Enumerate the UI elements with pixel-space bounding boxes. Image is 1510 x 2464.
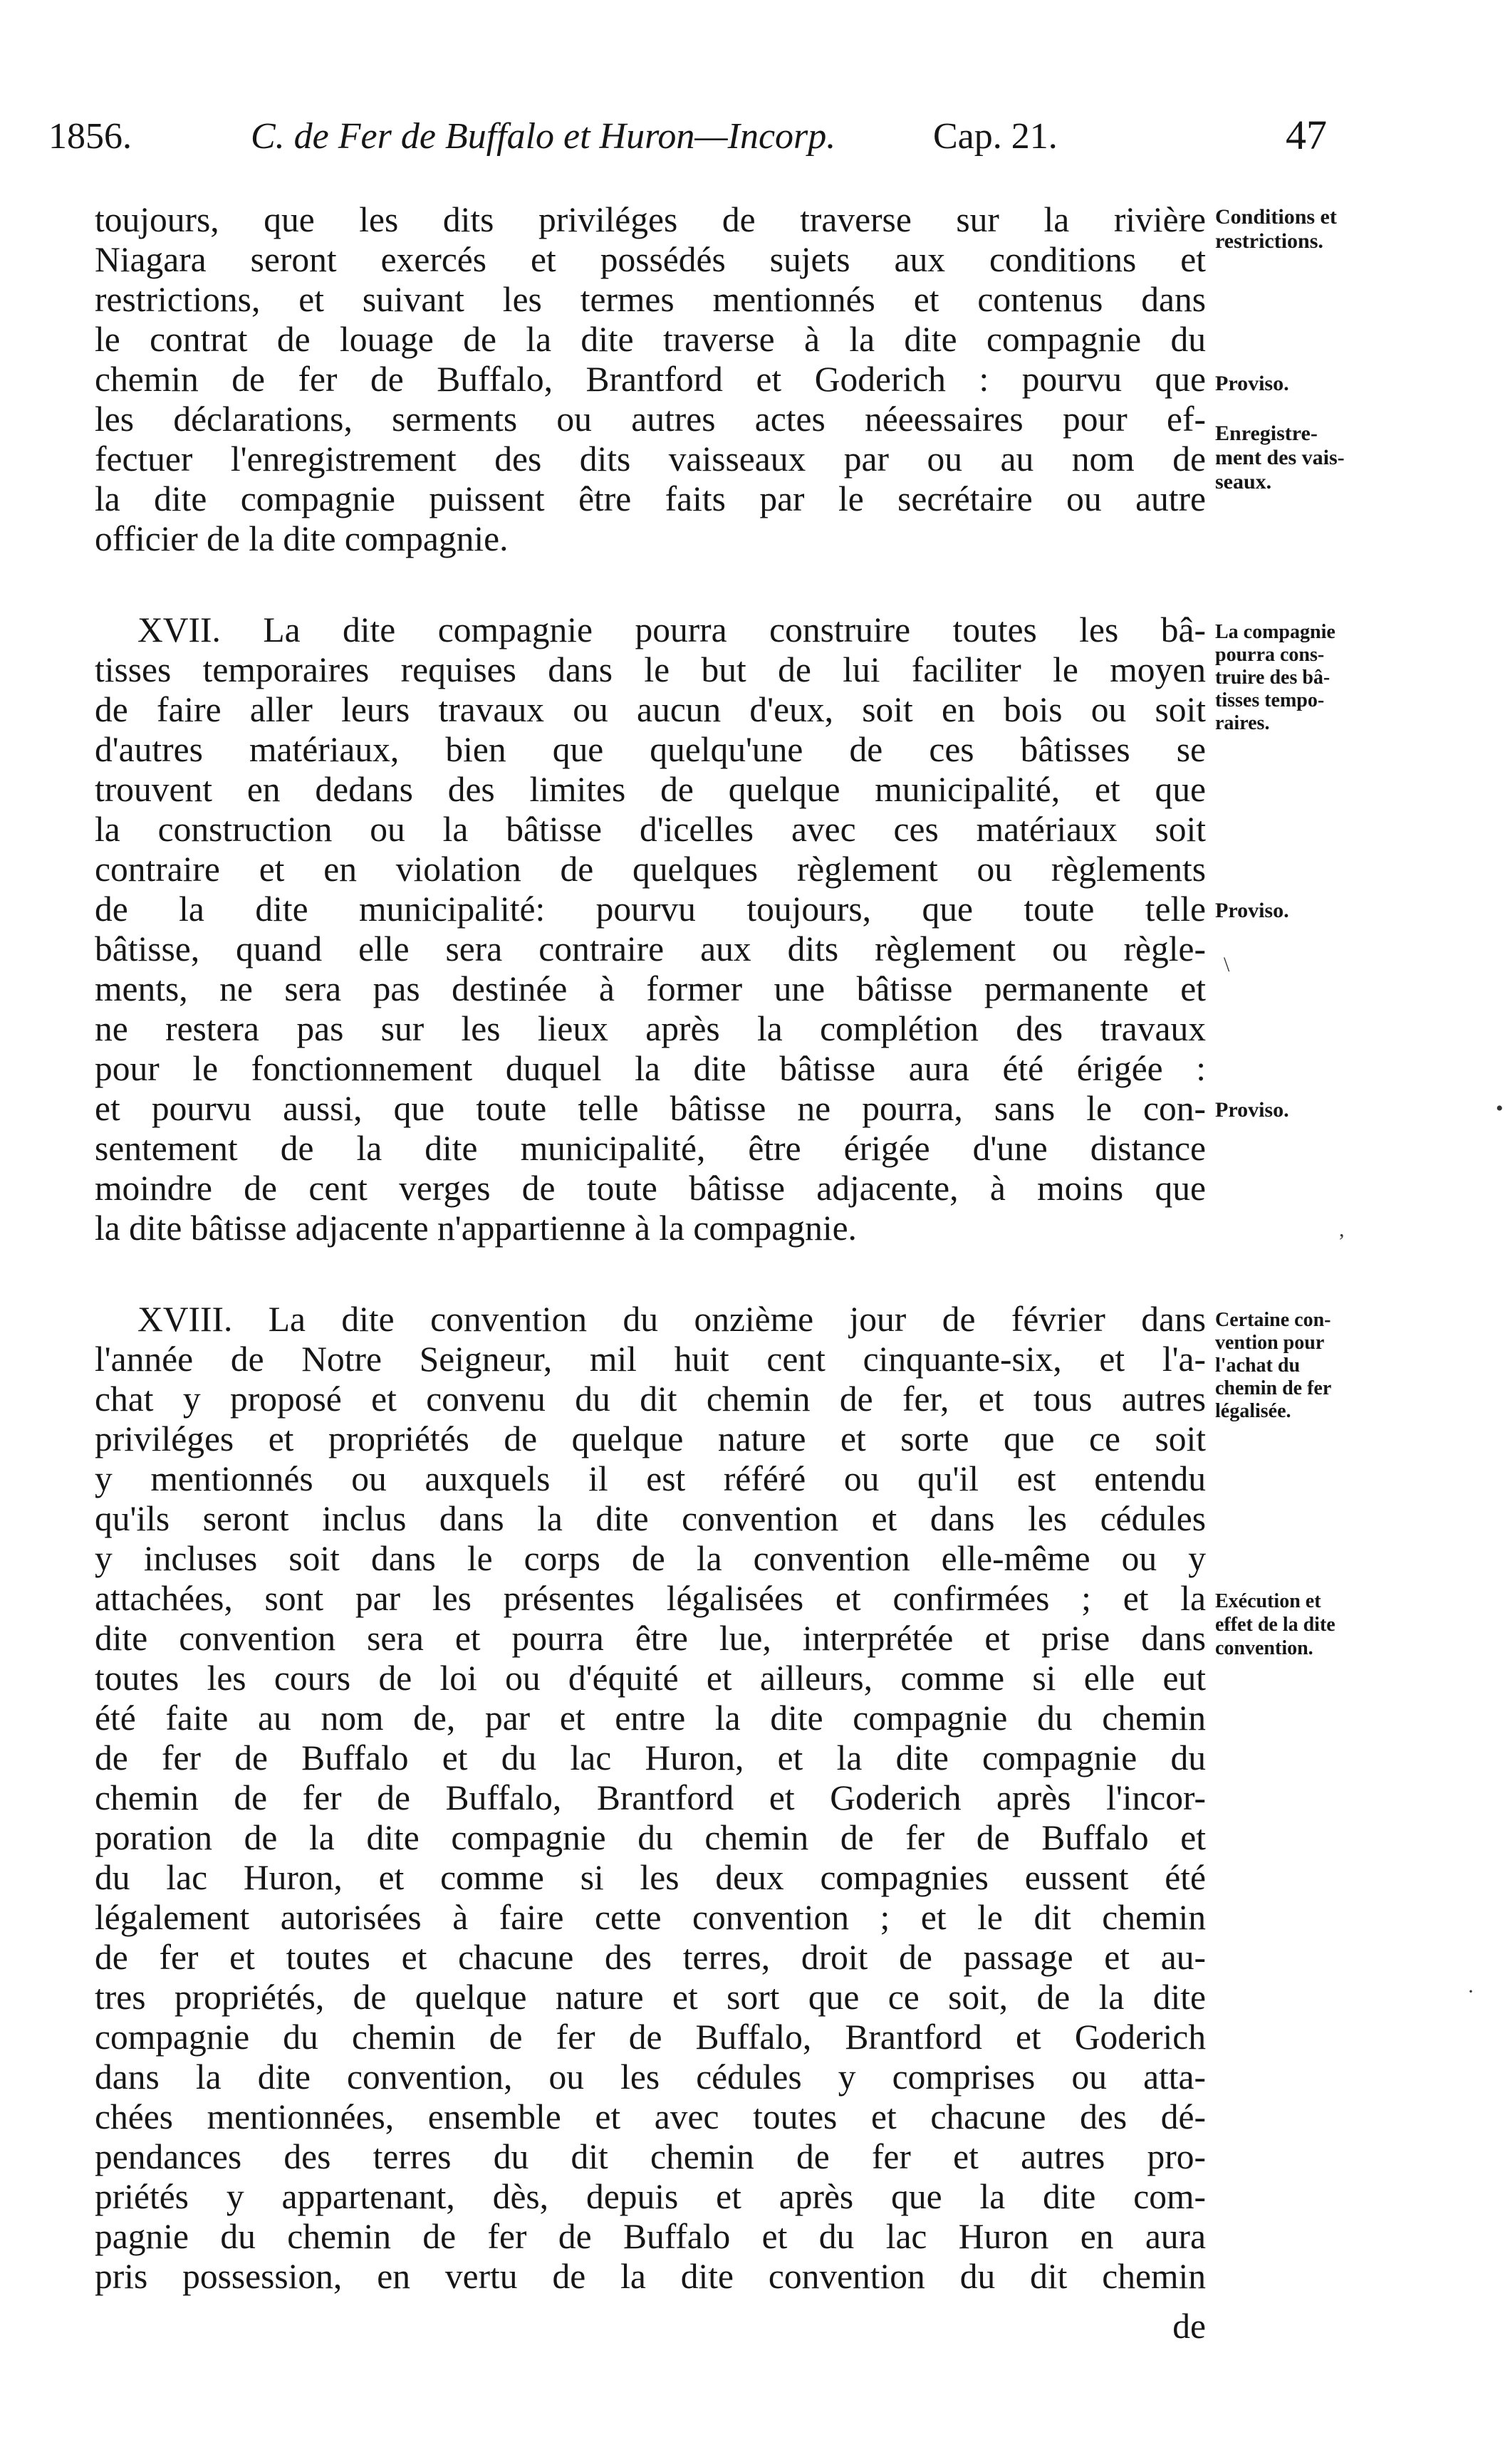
- text-line: de fer et toutes et chacune des terres, droit de passage et au-: [95, 1938, 1206, 1977]
- margin-note-line: convention.: [1215, 1637, 1313, 1659]
- text-line: d'autres matériaux, bien que quelqu'une de ces bâtisses se: [95, 730, 1206, 769]
- text-line: moindre de cent verges de toute bâtisse adjacente, à moins que: [95, 1169, 1206, 1208]
- text-line: de fer de Buffalo et du lac Huron, et la dite compagnie du: [95, 1738, 1206, 1777]
- text-line: du lac Huron, et comme si les deux compagnies eussent été: [95, 1858, 1206, 1897]
- margin-note-line: effet de la dite: [1215, 1614, 1335, 1636]
- margin-note-convention: [1215, 1309, 1331, 1423]
- margin-note-line: légalisée.: [1215, 1400, 1291, 1422]
- header-chapter: Cap. 21.: [933, 116, 1058, 157]
- text-line: chemin de fer de Buffalo, Brantford et Goderich : pourvu que: [95, 360, 1206, 399]
- margin-note-line: vention pour: [1215, 1332, 1325, 1354]
- text-line: priviléges et propriétés de quelque nature et sorte que ce soit: [95, 1419, 1206, 1458]
- print-speck: ,: [1339, 1218, 1345, 1241]
- text-line: poration de la dite compagnie du chemin de fer de Buffalo et: [95, 1818, 1206, 1857]
- margin-note-line: Proviso.: [1215, 1098, 1289, 1122]
- text-line: dans la dite convention, ou les cédules y comprises ou atta-: [95, 2057, 1206, 2097]
- margin-note-conditions: [1215, 205, 1337, 254]
- text-line: la dite compagnie puissent être faits par le secrétaire ou autre: [95, 479, 1206, 518]
- margin-note-line: Enregistre-: [1215, 422, 1318, 445]
- margin-note-proviso: [1215, 899, 1289, 923]
- text-line: compagnie du chemin de fer de Buffalo, Brantford et Goderich: [95, 2017, 1206, 2057]
- margin-note-line: l'achat du: [1215, 1354, 1301, 1377]
- text-line: qu'ils seront inclus dans la dite convention et dans les cédules: [95, 1499, 1206, 1538]
- text-line: fectuer l'enregistrement des dits vaisseaux par ou au nom de: [95, 439, 1206, 479]
- text-line: l'année de Notre Seigneur, mil huit cent cinquante-six, et l'a-: [95, 1340, 1206, 1379]
- text-line: pour le fonctionnement duquel la dite bâtisse aura été érigée :: [95, 1049, 1206, 1088]
- text-line: dite convention sera et pourra être lue, interprétée et prise dans: [95, 1619, 1206, 1658]
- page-number: 47: [1286, 112, 1327, 158]
- text-line: été faite au nom de, par et entre la dite compagnie du chemin: [95, 1698, 1206, 1738]
- text-line: de faire aller leurs travaux ou aucun d'eux, soit en bois ou soit: [95, 690, 1206, 729]
- text-line: de la dite municipalité: pourvu toujours, que toute telle: [95, 889, 1206, 929]
- print-speck: •: [1496, 1097, 1504, 1120]
- text-line: toutes les cours de loi ou d'équité et ailleurs, comme si elle eut: [95, 1659, 1206, 1698]
- print-speck: ·: [1467, 1980, 1474, 2003]
- text-line: pagnie du chemin de fer de Buffalo et du lac Huron en aura: [95, 2217, 1206, 2256]
- text-line: le contrat de louage de la dite traverse à la dite compagnie du: [95, 320, 1206, 359]
- text-line: la dite bâtisse adjacente n'appartienne à la compagnie.: [95, 1208, 857, 1248]
- margin-note-line: ment des vais-: [1215, 446, 1345, 469]
- text-line: tisses temporaires requises dans le but de lui faciliter le moyen: [95, 650, 1206, 689]
- text-line: contraire et en violation de quelques règlement ou règlements: [95, 850, 1206, 889]
- text-line: bâtisse, quand elle sera contraire aux dits règlement ou règle-: [95, 929, 1206, 969]
- text-line: toujours, que les dits priviléges de traverse sur la rivière: [95, 200, 1206, 239]
- text-line: chemin de fer de Buffalo, Brantford et Goderich après l'incor-: [95, 1778, 1206, 1817]
- text-line: trouvent en dedans des limites de quelque municipalité, et que: [95, 770, 1206, 809]
- text-line: ments, ne sera pas destinée à former une bâtisse permanente et: [95, 969, 1206, 1008]
- text-line: légalement autorisées à faire cette convention ; et le dit chemin: [95, 1898, 1206, 1937]
- margin-note-batisses: [1215, 621, 1335, 735]
- margin-note-line: Certaine con-: [1215, 1309, 1331, 1331]
- header-year: 1856.: [48, 116, 132, 157]
- text-line: sentement de la dite municipalité, être érigée d'une distance: [95, 1129, 1206, 1168]
- margin-note-line: chemin de fer: [1215, 1377, 1332, 1399]
- margin-note-proviso: [1215, 372, 1289, 396]
- text-line: y incluses soit dans le corps de la convention elle-même ou y: [95, 1539, 1206, 1578]
- margin-note-line: tisses tempo-: [1215, 689, 1325, 711]
- margin-note-line: raires.: [1215, 712, 1270, 734]
- text-line: la construction ou la bâtisse d'icelles avec ces matériaux soit: [95, 810, 1206, 849]
- header-title: C. de Fer de Buffalo et Huron—Incorp.: [251, 116, 836, 157]
- text-line: les déclarations, serments ou autres actes néeessaires pour ef-: [95, 400, 1206, 439]
- margin-note-line: truire des bâ-: [1215, 667, 1331, 689]
- text-line: chées mentionnées, ensemble et avec toutes et chacune des dé-: [95, 2097, 1206, 2136]
- text-line: pris possession, en vertu de la dite convention du dit chemin: [95, 2257, 1206, 2296]
- margin-note-line: seaux.: [1215, 470, 1272, 494]
- margin-note-execution: [1215, 1589, 1335, 1660]
- margin-note-line: La compagnie: [1215, 621, 1335, 643]
- section-xvii-first-line: XVII. La dite compagnie pourra construire toutes les bâ-: [137, 610, 1206, 649]
- text-line: restrictions, et suivant les termes mentionnés et contenus dans: [95, 280, 1206, 319]
- text-line: chat y proposé et convenu du dit chemin de fer, et tous autres: [95, 1379, 1206, 1419]
- catchword: de: [1172, 2307, 1206, 2346]
- text-line: ne restera pas sur les lieux après la complétion des travaux: [95, 1009, 1206, 1048]
- margin-note-proviso: [1215, 1098, 1289, 1122]
- text-line: et pourvu aussi, que toute telle bâtisse ne pourra, sans le con-: [95, 1089, 1206, 1128]
- margin-note-line: Proviso.: [1215, 899, 1289, 922]
- margin-note-line: Conditions et: [1215, 205, 1337, 229]
- text-line: tres propriétés, de quelque nature et sort que ce soit, de la dite: [95, 1978, 1206, 2017]
- text-line: Niagara seront exercés et possédés sujets aux conditions et: [95, 240, 1206, 279]
- margin-note-enregistrement: [1215, 422, 1345, 494]
- print-speck: \: [1224, 953, 1230, 976]
- text-line: priétés y appartenant, dès, depuis et après que la dite com-: [95, 2177, 1206, 2216]
- text-line: y mentionnés ou auxquels il est référé ou qu'il est entendu: [95, 1459, 1206, 1498]
- margin-note-line: restrictions.: [1215, 229, 1323, 253]
- text-line: officier de la dite compagnie.: [95, 519, 509, 558]
- margin-note-line: Exécution et: [1215, 1590, 1321, 1612]
- margin-note-line: pourra cons-: [1215, 644, 1325, 666]
- section-xviii-first-line: XVIII. La dite convention du onzième jour de février dans: [137, 1300, 1206, 1339]
- margin-note-line: Proviso.: [1215, 372, 1289, 395]
- text-line: attachées, sont par les présentes légalisées et confirmées ; et la: [95, 1579, 1206, 1618]
- text-line: pendances des terres du dit chemin de fer et autres pro-: [95, 2137, 1206, 2176]
